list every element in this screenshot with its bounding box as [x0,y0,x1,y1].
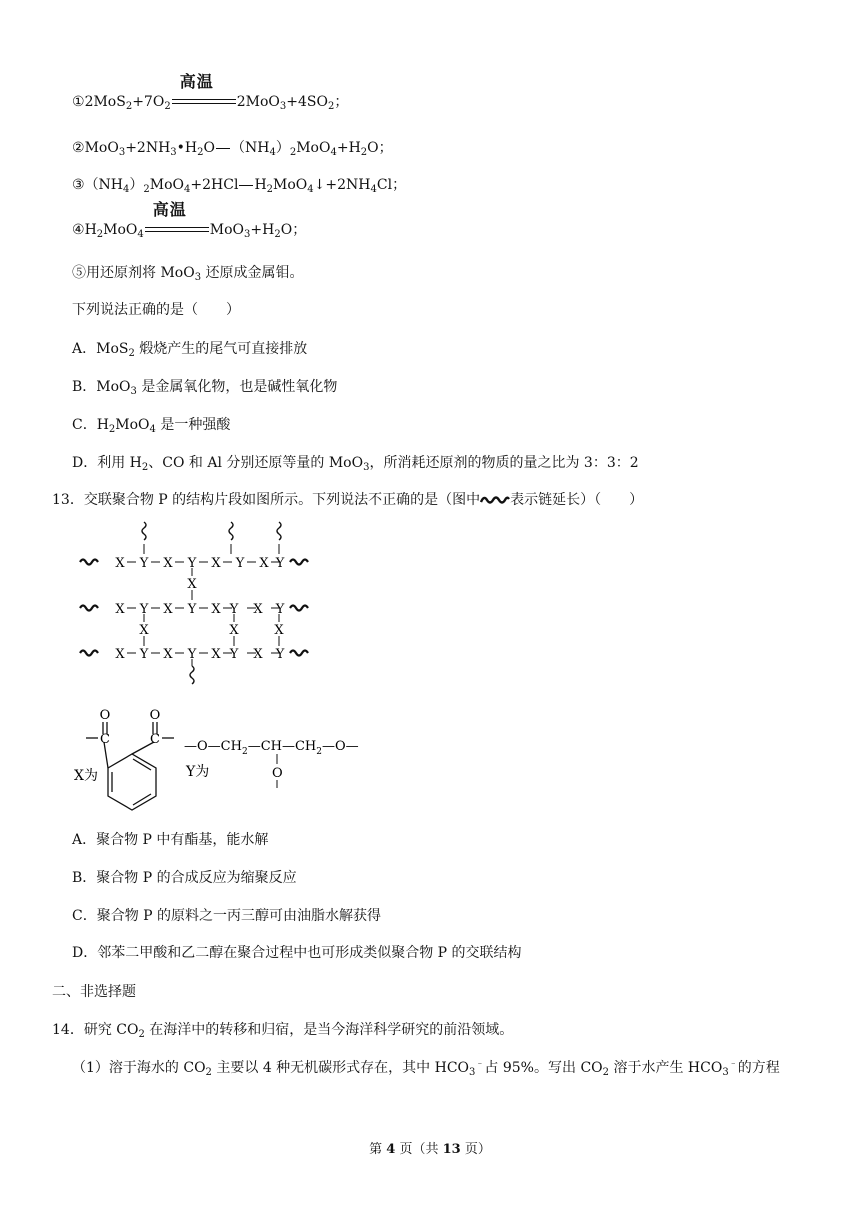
carbon: C [150,732,160,747]
question-13-stem [52,490,643,510]
question-14-part-1 [72,1058,780,1078]
squiggle-top-1 [142,522,146,540]
oxygen: O [272,766,283,781]
eq-text: O； [280,222,307,238]
eq-text: 2MoO [236,94,280,110]
eq-text: +7O [132,94,165,110]
eq-text: 还原成金属钼。 [201,265,304,281]
q13-option-d: D．邻苯二甲酸和乙二醇在聚合过程中也可形成类似聚合物 P 的交联结构 [72,945,522,961]
x-unit-structure [72,706,182,822]
eq-text: ） [129,177,144,193]
question-text: 13．交联聚合物 P 的结构片段如图所示。下列说法不正确的是（图中 [52,492,481,508]
question-text: （1）溶于海水的 CO [72,1060,206,1076]
step-5 [72,263,304,283]
chain-1-atoms [115,556,284,571]
option-text: MoO [115,417,150,433]
chain-3-atoms [115,647,284,662]
y-unit: Y [275,602,285,617]
eq-text: MoO [296,140,331,156]
option-text: 煅烧产生的尾气可直接排放 [134,341,308,357]
subscript: 4 [123,184,130,195]
y-unit: Y [139,556,149,571]
eq-text: O； [367,140,393,156]
y-label: Y为 [186,764,210,780]
superscript: ﹣ [728,1059,738,1069]
subscript: 2 [289,147,297,158]
option-text: A．MoS [72,341,129,357]
x-unit: X [211,602,221,617]
eq-text: （NH [84,177,124,193]
reaction-condition-arrow [145,200,209,240]
subscript: 2 [205,1067,212,1078]
footer-text: 页（共 [395,1142,443,1157]
reaction-condition-arrow [172,72,236,112]
crosslink-x: X [229,623,239,638]
question-text: 占 95%。写出 CO [484,1060,603,1076]
subscript: 4 [370,184,377,195]
eq-text: ⑤用还原剂将 MoO [72,265,195,281]
equals-line [216,148,230,149]
eq-text: MoO [209,222,245,238]
wave-right-3 [290,651,308,656]
y-unit: Y [187,556,197,571]
wave-left-1 [80,560,98,565]
squiggle-top-3 [277,522,281,540]
eq-text: MoO [273,177,308,193]
subscript: 4 [330,147,337,158]
q12-option-a [72,339,307,359]
x-unit: X [115,647,125,662]
subscript: 3 [130,386,137,397]
eq-number: ① [72,94,85,110]
carbon: C [100,732,110,747]
squiggle-top-2 [229,522,233,540]
footer-text: 第 [369,1142,387,1157]
x-label: X为 [74,768,98,784]
wave-left-3 [80,651,98,656]
eq-text: +4SO [286,94,328,110]
condition-label: 高温 [179,72,214,91]
y-unit: Y [139,647,149,662]
superscript: ﹣ [475,1059,485,1069]
equals-line [239,185,253,186]
y-formula: $—O—CH_2—CH—CH_2—O—$ [184,739,359,757]
option-text: B．MoO [72,379,131,395]
x-unit: X [163,602,173,617]
q13-option-b: B．聚合物 P 的合成反应为缩聚反应 [72,870,297,886]
eq-text: ↓+2NH [313,177,371,193]
eq-text: MoO [103,222,138,238]
subscript: 2 [96,229,104,240]
q12-option-b [72,377,337,397]
polymer-structure-diagram [76,518,336,696]
equation-2 [72,138,393,158]
eq-text: Cl； [376,177,407,193]
question-14-stem [52,1020,513,1040]
subscript: 4 [269,147,276,158]
option-text: 是金属氧化物，也是碱性氧化物 [136,379,338,395]
subscript: 2 [164,101,171,112]
option-text: D．利用 H [72,455,142,471]
option-text: C．H [72,417,109,433]
subscript: 3 [194,272,202,283]
x-unit: X [211,647,221,662]
x-unit: X [259,556,269,571]
eq-number: ② [72,140,85,156]
subscript: 2 [108,424,116,435]
subscript: 3 [469,1067,476,1078]
y-unit: Y [229,647,239,662]
x-unit: X [115,556,125,571]
eq-text: O [203,140,215,156]
subscript: 2 [143,184,150,195]
wave-right-2 [290,606,308,611]
x-unit: X [163,556,173,571]
crosslink-x: X [139,623,149,638]
y-unit: Y [139,602,149,617]
x-atoms [100,708,161,747]
subscript: 2 [125,101,133,112]
subscript: 3 [118,147,126,158]
eq-text: •H [176,140,198,156]
q13-option-a: A．聚合物 P 中有酯基，能水解 [72,832,269,848]
oxygen: O [99,708,111,723]
page-number: 4 [386,1142,396,1157]
x-unit: X [253,647,263,662]
subscript: 2 [274,229,281,240]
y-unit: Y [235,556,245,571]
eq-text: H [84,222,97,238]
question-text: 在海洋中的转移和归宿，是当今海洋科学研究的前沿领域。 [144,1022,514,1038]
subscript: 2 [602,1067,610,1078]
subscript: 4 [137,229,144,240]
eq-text: 2MoS [84,94,126,110]
crosslink-x: X [187,577,197,592]
y-unit: Y [275,647,285,662]
eq-text: （NH [231,140,270,156]
subscript: 3 [279,101,287,112]
eq-text: MoO [84,140,119,156]
double-line [145,227,209,232]
question-text: 14．研究 CO [52,1022,139,1038]
benzene-ring [108,754,156,810]
wave-left-2 [80,606,98,611]
subscript: 4 [149,424,156,435]
eq-text: H [254,177,267,193]
eq-text: ） [275,140,290,156]
q12-option-d [72,453,639,473]
y-unit: Y [187,602,197,617]
oxygen: O [149,708,161,723]
total-pages: 13 [442,1142,461,1157]
x-unit: X [115,602,125,617]
double-line [172,99,236,104]
subscript: 3 [363,462,370,473]
subscript: 3 [244,229,251,240]
eq-text: +H [250,222,275,238]
question-text: 表示链延长）（ ） [510,492,644,508]
subscript: 3 [722,1067,729,1078]
footer-text: 页） [460,1142,491,1157]
section-heading: 二、非选择题 [52,984,136,1000]
wave-right-1 [290,560,308,565]
option-text: ，所消耗还原剂的物质的量之比为 3：3：2 [369,455,639,471]
equation-1 [72,72,349,112]
y-unit-structure [184,730,384,810]
condition-label: 高温 [152,200,187,219]
x-unit: X [253,602,263,617]
question-text: 主要以 4 种无机碳形式存在，其中 HCO [211,1060,470,1076]
subscript: 4 [184,184,191,195]
q13-option-c: C．聚合物 P 的原料之一丙三醇可由油脂水解获得 [72,908,382,924]
squiggle-bottom [190,666,194,684]
x-unit: X [211,556,221,571]
equation-4 [72,200,307,240]
subscript: 2 [197,147,204,158]
equation-3 [72,175,406,195]
eq-number: ④ [72,222,85,238]
y-unit: Y [275,556,285,571]
eq-text: ； [334,94,349,110]
question-12-stem: 下列说法正确的是（ ） [72,302,240,318]
y-unit: Y [229,602,239,617]
subscript: 2 [128,348,135,359]
subscript: 2 [141,462,149,473]
subscript: 4 [307,184,314,195]
chain-2-atoms [115,602,284,617]
subscript: 2 [360,147,368,158]
subscript: 3 [170,147,177,158]
y-unit: Y [187,647,197,662]
eq-text: +H [336,140,361,156]
eq-text: MoO [149,177,185,193]
page-footer [0,1138,860,1157]
q12-option-c [72,415,230,435]
subscript: 2 [327,101,335,112]
crosslink-x: X [274,623,284,638]
x-unit: X [163,647,173,662]
question-text: 的方程 [737,1060,780,1076]
option-text: 是一种强酸 [155,417,231,433]
question-text: 溶于水产生 HCO [609,1060,723,1076]
subscript: 2 [138,1029,145,1040]
subscript: 2 [266,184,274,195]
eq-text: +2NH [125,140,171,156]
wavy-chain-icon [480,494,510,506]
eq-number: ③ [72,177,85,193]
eq-text: +2HCl [190,177,239,193]
option-text: 、CO 和 Al 分别还原等量的 MoO [148,455,364,471]
